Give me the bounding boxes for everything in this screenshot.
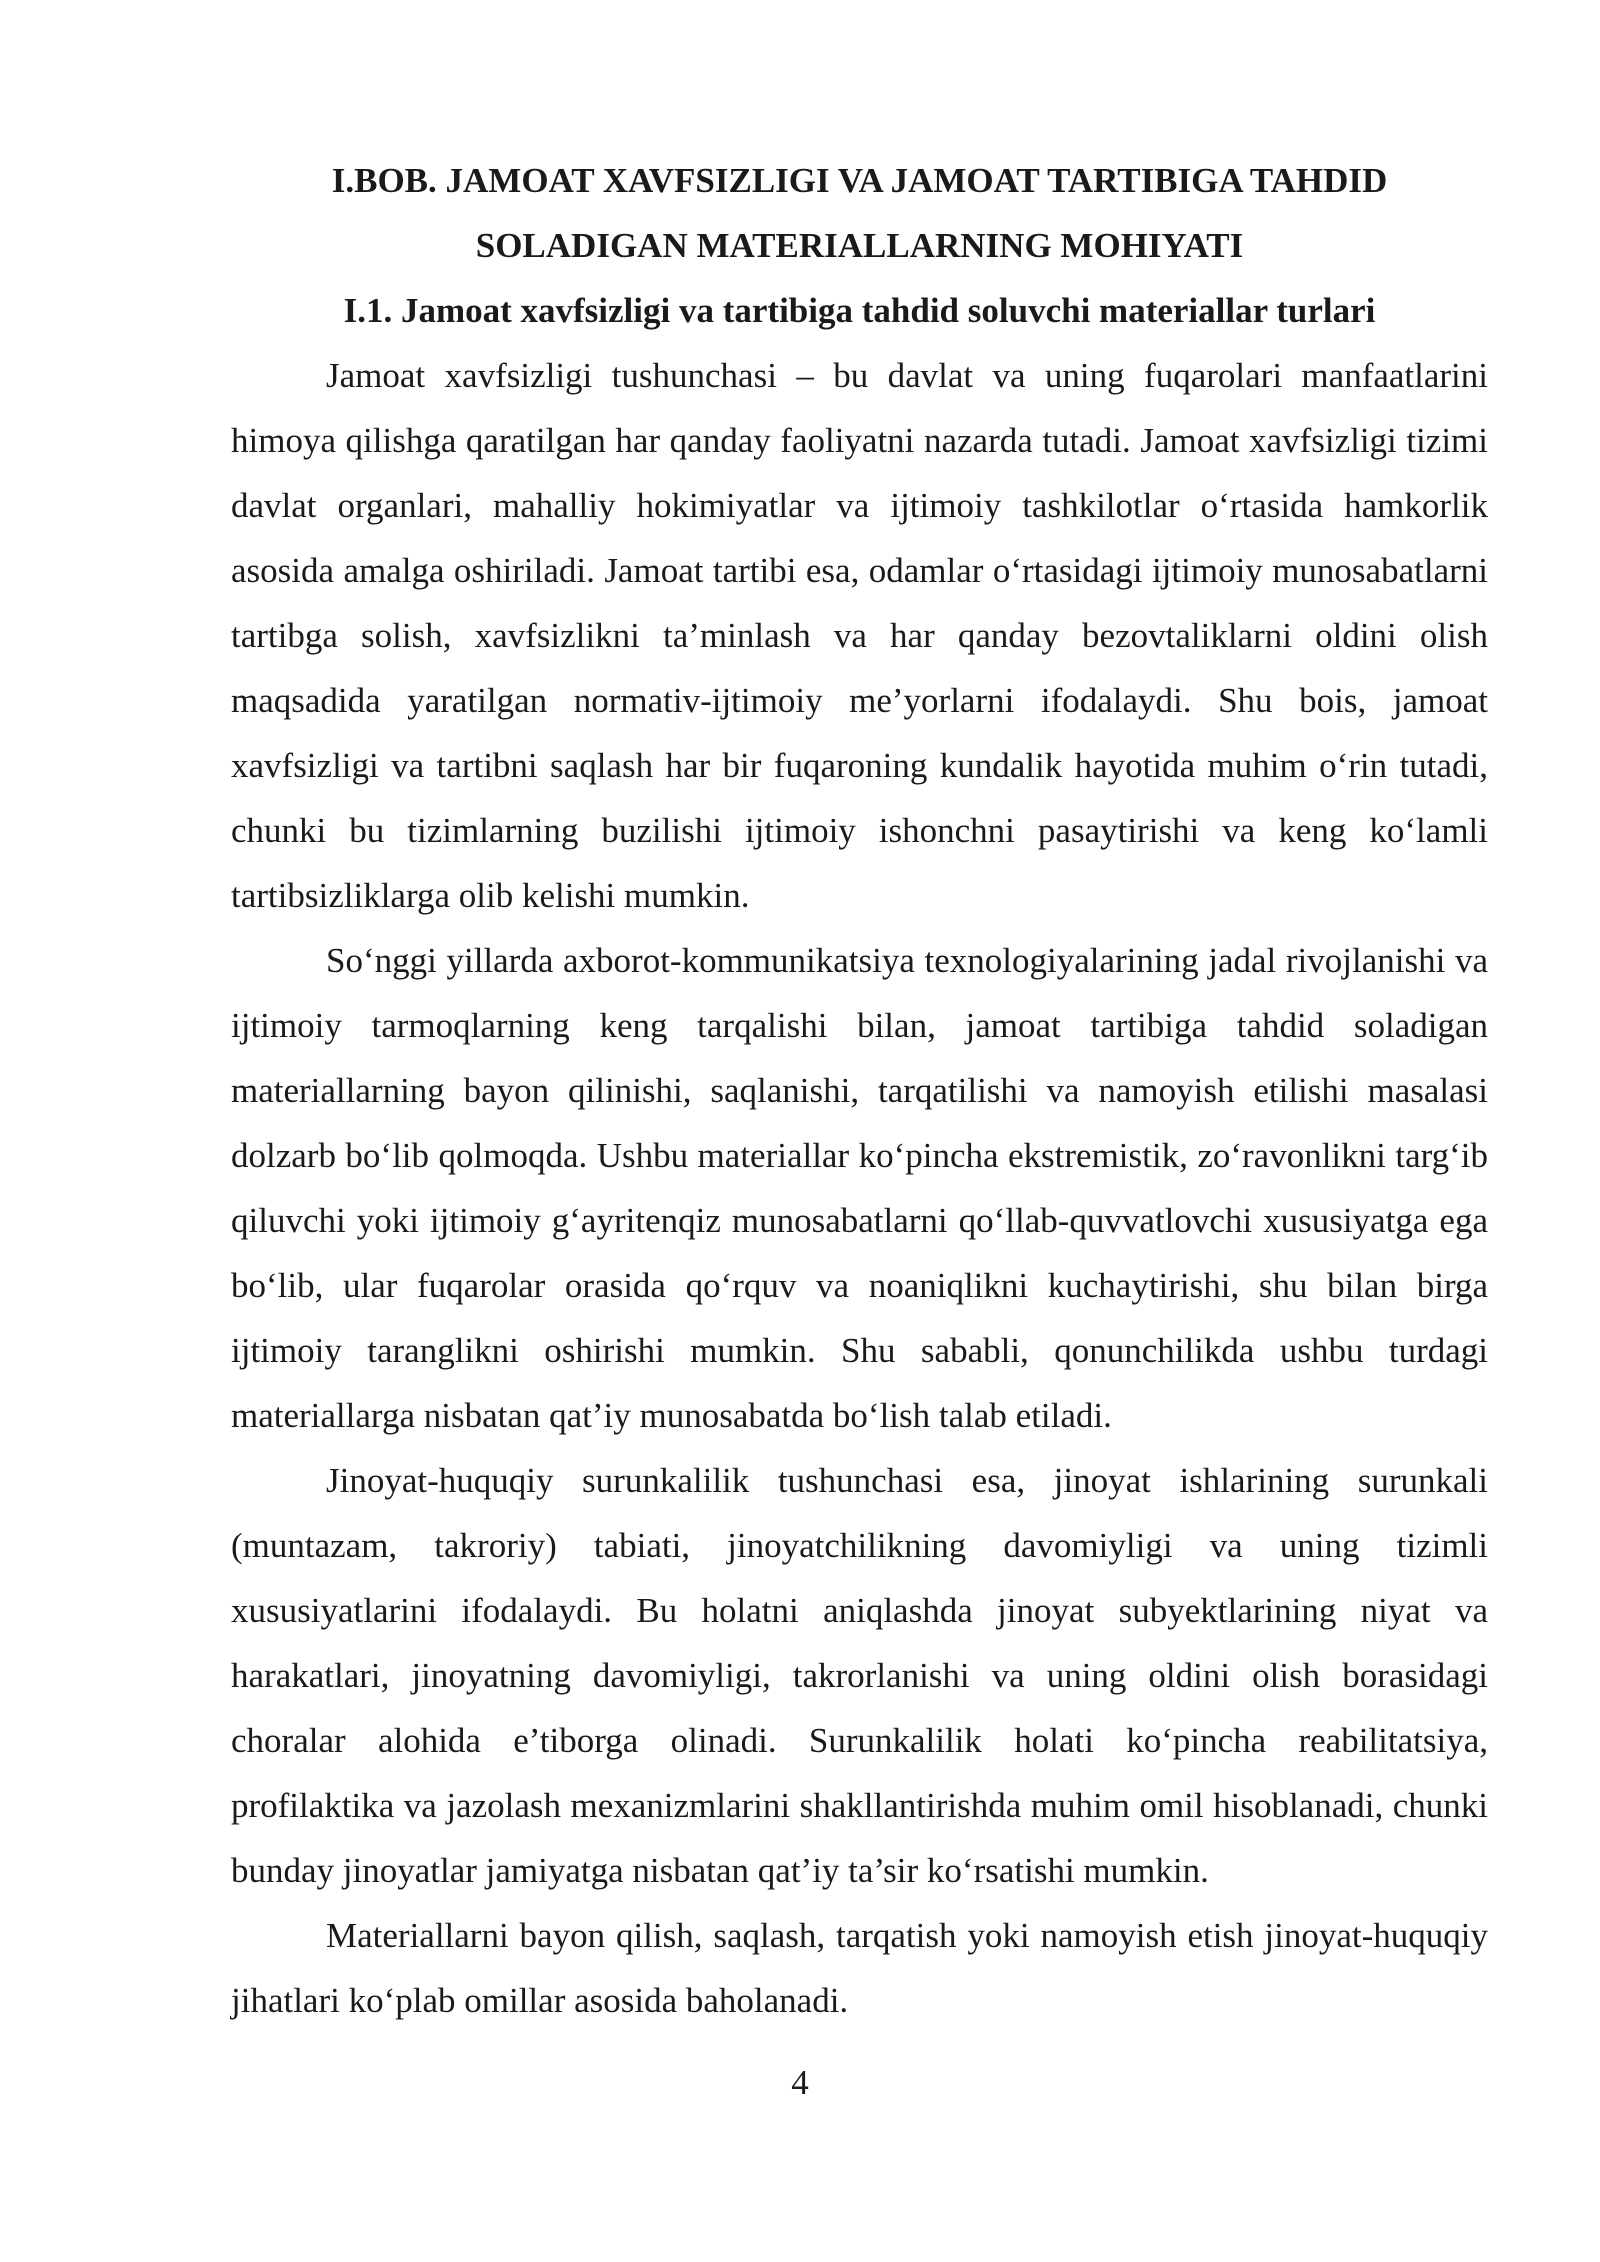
document-page [231,148,1488,2033]
chapter-title-line-2: SOLADIGAN MATERIALLARNING MOHIYATI [475,226,1244,265]
paragraph-3: Jinoyat-huquqiy surunkalilik tushunchasi esa, jinoyat ishlarining surunkali (muntazam, takroriy) tabiati, jinoyatchilikning davomiyligi va uning tizimli xususiyatlarini ifodalaydi. Bu holatni aniqlashda jinoyat subyektlarining niyat va harakatlari, jinoyatning davomiyligi, takrorlanishi va uning oldini olish borasidagi choralar alohida e’tiborga olinadi. Surunkalilik holati ko‘pincha reabilitatsiya, profilaktika va jazolash mexanizmlarini shakllantirishda muhim omil hisoblanadi, chunki bunday jinoyatlar jamiyatga nisbatan qat’iy ta’sir ko‘rsatishi mumkin. [231,1461,1488,1890]
chapter-title-line-1: I.BOB. JAMOAT XAVFSIZLIGI VA JAMOAT TARTIBIGA TAHDID [331,161,1388,200]
section-title: I.1. Jamoat xavfsizligi va tartibiga tahdid soluvchi materiallar turlari [343,291,1376,330]
chapter-title [231,148,1488,278]
page-number: 4 [791,2063,809,2102]
paragraph-1: Jamoat xavfsizligi tushunchasi – bu davlat va uning fuqarolari manfaatlarini himoya qilishga qaratilgan har qanday faoliyatni nazarda tutadi. Jamoat xavfsizligi tizimi davlat organlari, mahalliy hokimiyatlar va ijtimoiy tashkilotlar o‘rtasida hamkorlik asosida amalga oshiriladi. Jamoat tartibi esa, odamlar o‘rtasidagi ijtimoiy munosabatlarni tartibga solish, xavfsizlikni ta’minlash va har qanday bezovtaliklarni oldini olish maqsadida yaratilgan normativ-ijtimoiy me’yorlarni ifodalaydi. Shu bois, jamoat xavfsizligi va tartibni saqlash har bir fuqaroning kundalik hayotida muhim o‘rin tutadi, chunki bu tizimlarning buzilishi ijtimoiy ishonchni pasaytirishi va keng ko‘lamli tartibsizliklarga olib kelishi mumkin. [231,356,1488,915]
paragraph-4: Materiallarni bayon qilish, saqlash, tarqatish yoki namoyish etish jinoyat-huquqiy jihatlari ko‘plab omillar asosida baholanadi. [231,1916,1488,2020]
paragraph-2: So‘nggi yillarda axborot-kommunikatsiya texnologiyalarining jadal rivojlanishi va ijtimoiy tarmoqlarning keng tarqalishi bilan, jamoat tartibiga tahdid soladigan materiallarning bayon qilinishi, saqlanishi, tarqatilishi va namoyish etilishi masalasi dolzarb bo‘lib qolmoqda. Ushbu materiallar ko‘pincha ekstremistik, zo‘ravonlikni targ‘ib qiluvchi yoki ijtimoiy g‘ayritenqiz munosabatlarni qo‘llab-quvvatlovchi xususiyatga ega bo‘lib, ular fuqarolar orasida qo‘rquv va noaniqlikni kuchaytirishi, shu bilan birga ijtimoiy taranglikni oshirishi mumkin. Shu sababli, qonunchilikda ushbu turdagi materiallarga nisbatan qat’iy munosabatda bo‘lish talab etiladi. [231,941,1488,1435]
